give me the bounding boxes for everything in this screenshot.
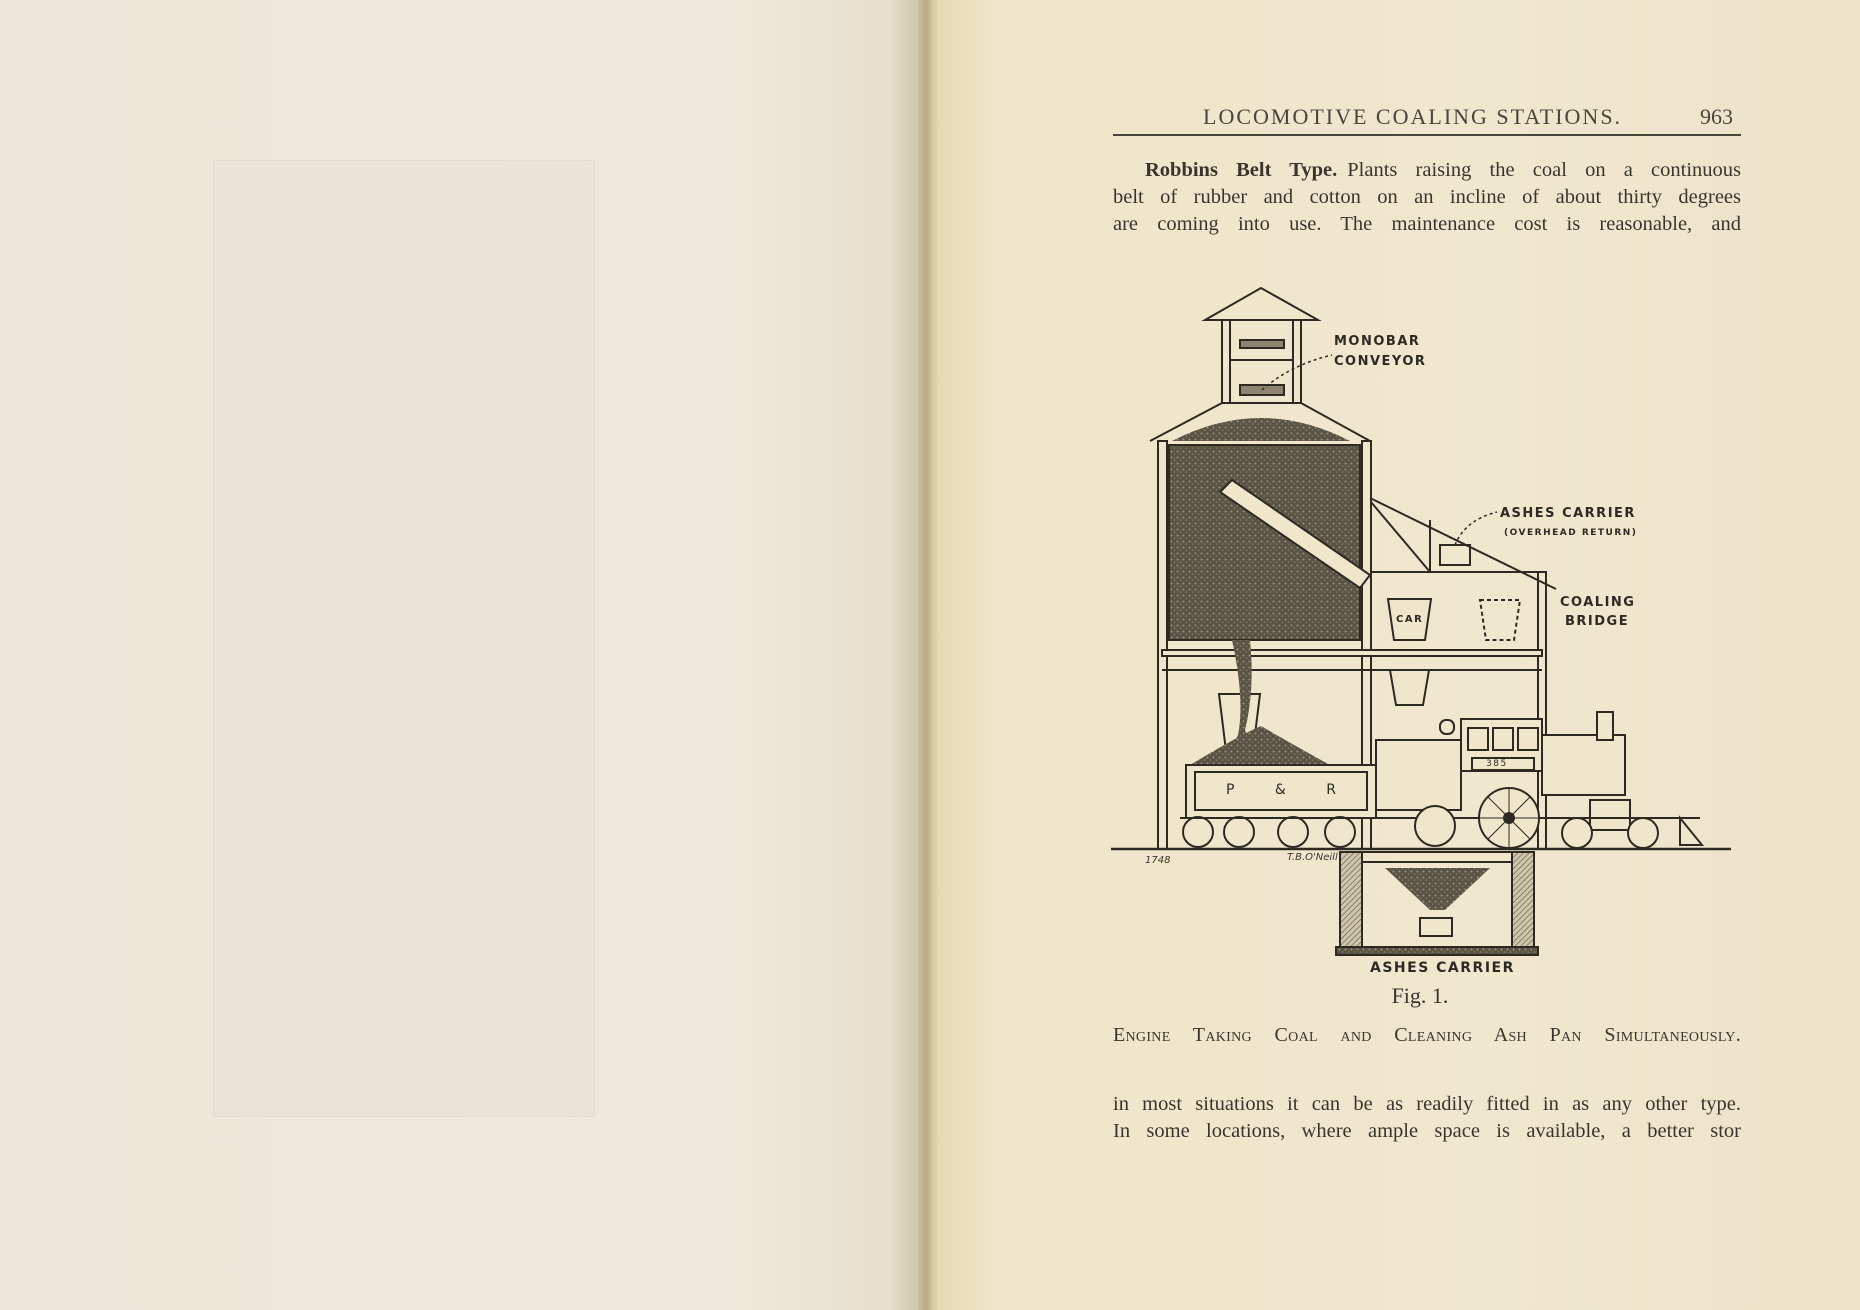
label-coaling: COALING — [1560, 595, 1636, 610]
cupola-roof — [1205, 288, 1318, 320]
label-conveyor: CONVEYOR — [1334, 354, 1427, 369]
pilot — [1680, 818, 1702, 845]
artist-signature: T.B.O'Neill — [1287, 852, 1338, 863]
label-overhead-return: (OVERHEAD RETURN) — [1504, 528, 1638, 538]
figure-number: Fig. 1. — [1391, 983, 1449, 1008]
bridge-post — [1538, 572, 1546, 849]
monobar-conveyor — [1240, 340, 1284, 395]
coal-car-dashed — [1480, 600, 1520, 640]
drawing-number: 1748 — [1145, 855, 1171, 866]
label-ashes-carrier-overhead: ASHES CARRIER — [1500, 506, 1636, 521]
label-ashes-carrier-bottom: ASHES CARRIER — [1370, 960, 1515, 976]
text-line: Plants raising the coal on a continuous — [1347, 159, 1741, 181]
page-number: 963 — [1700, 104, 1733, 129]
label-tender-pr: P & R — [1226, 782, 1354, 798]
running-title: LOCOMOTIVE COALING STATIONS. — [1203, 104, 1623, 129]
ashes-carrier-overhead — [1440, 545, 1470, 565]
ash-pit — [1336, 852, 1538, 955]
label-loco-number: 385 — [1486, 759, 1508, 769]
bridge-hopper — [1390, 670, 1429, 705]
paragraph-line: are coming into use. The maintenance cost is reasonable, and — [1113, 213, 1741, 235]
label-monobar: MONOBAR — [1334, 334, 1421, 349]
coal-bin — [1169, 445, 1360, 640]
section-heading: Robbins Belt Type. — [1145, 159, 1338, 181]
paragraph-line: in most situations it can be as readily fitted in as any other type. — [1113, 1093, 1741, 1115]
label-bridge: BRIDGE — [1565, 614, 1630, 629]
tender-wheels — [1183, 817, 1355, 847]
smokestack — [1597, 712, 1613, 740]
floor-beam — [1162, 650, 1542, 656]
boiler — [1542, 735, 1625, 795]
left-post — [1158, 441, 1167, 849]
paragraph-line: belt of rubber and cotton on an incline of about thirty degrees — [1113, 186, 1741, 208]
label-car: CAR — [1396, 614, 1424, 625]
figure-caption: Engine Taking Coal and Cleaning Ash Pan Simultaneously. — [1113, 1024, 1741, 1046]
paragraph-line: In some locations, where ample space is available, a better stor — [1113, 1120, 1741, 1142]
